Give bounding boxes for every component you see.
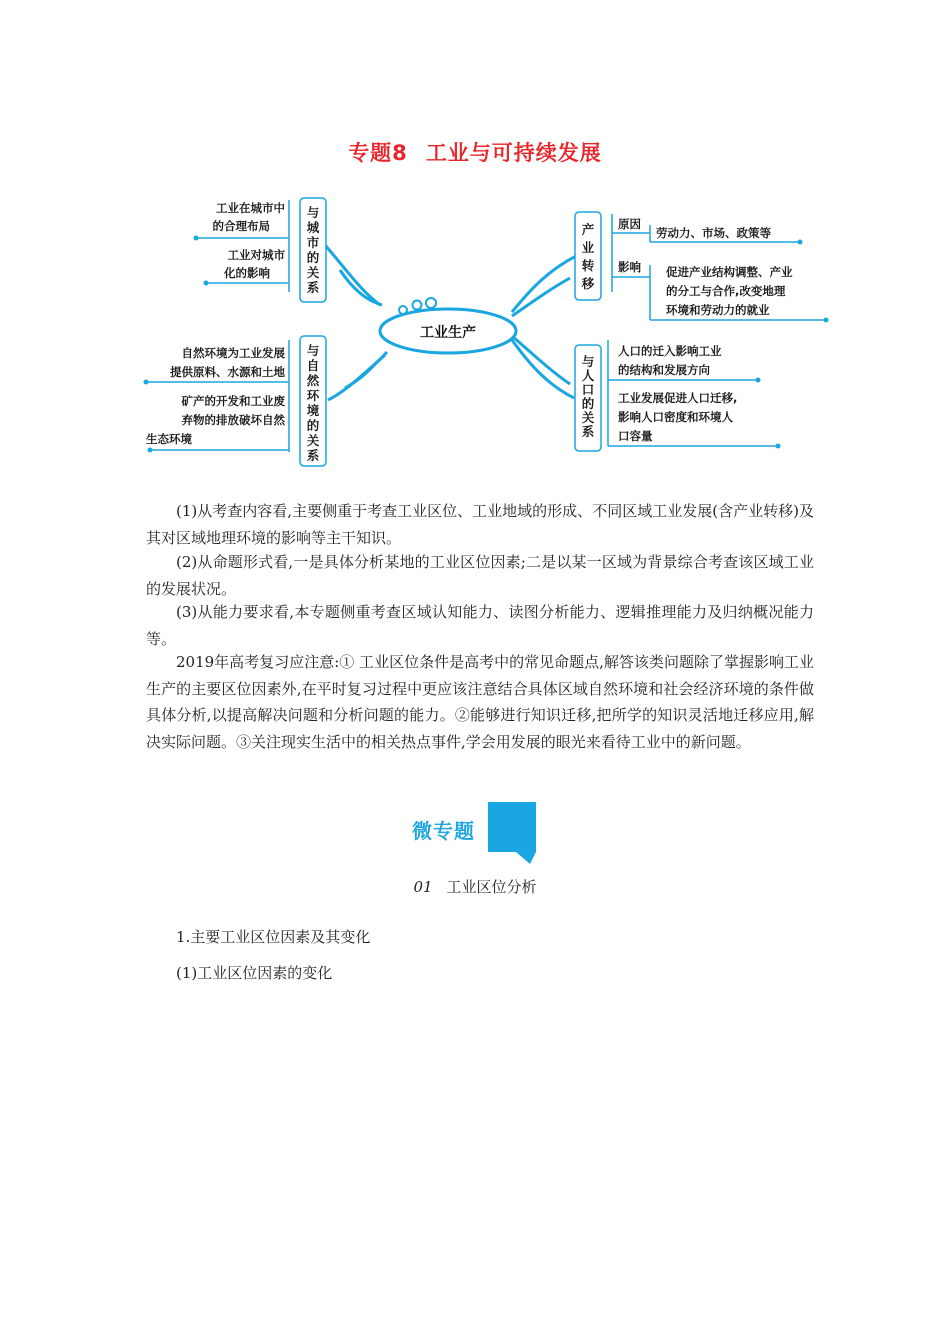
transfer-effect-line-2: 的分工与合作,改变地理 — [666, 284, 786, 298]
section-number: 01 — [413, 878, 433, 896]
city-item-2-line-1: 工业对城市 — [227, 248, 285, 262]
branch-population — [575, 340, 781, 451]
paragraph-1: (1)从考查内容看,主要侧重于考查工业区位、工业地域的形成、不同区域工业发展(含产业转移)及其对区域地理环境的影响等主干知识。 — [146, 502, 814, 547]
paragraph-2: (2)从命题形式看,一是具体分析某地的工业区位因素;二是以某一区域为背景综合考查该区域工业的发展状况。 — [146, 553, 814, 598]
paragraph-3: (3)从能力要求看,本专题侧重考查区域认知能力、读图分析能力、逻辑推理能力及归纳概况能力等。 — [146, 603, 814, 648]
paragraph-4: 2019年高考复习应注意:① 工业区位条件是高考中的常见命题点,解答该类问题除了掌握影响工业生产的主要区位因素外,在平时复习过程中更应该注意结合具体区域自然环境和社会经济环境的条件做具体分析,以提高解决问题和分析问题的能力。②能够进行知识迁移,把所学的知识灵活地迁移应用,解决实际问题。③关注现实生活中的相关热点事件,学会用发展的眼光来看待工业中的新问题。 — [146, 653, 814, 751]
micro-topic-label: 微专题 — [412, 819, 475, 843]
transfer-effect-line-1: 促进产业结构调整、产业 — [666, 265, 793, 279]
title-prefix: 专题8 — [348, 141, 408, 165]
branch-transfer-label: 产业转移 — [581, 222, 595, 291]
city-item-1-line-2: 的合理布局 — [212, 219, 270, 233]
population-item-1-line-1: 人口的迁入影响工业 — [618, 344, 722, 358]
branch-city — [194, 198, 327, 302]
section-name: 工业区位分析 — [446, 878, 537, 896]
heading-1: 1.主要工业区位因素及其变化 — [176, 928, 371, 946]
branch-population-label: 与人口的关系 — [581, 354, 595, 439]
nature-item-1-line-2: 提供原料、水源和土地 — [170, 365, 285, 379]
city-item-2-line-2: 化的影响 — [224, 266, 270, 280]
center-node — [380, 298, 516, 353]
city-item-1-line-1: 工业在城市中 — [216, 201, 285, 215]
transfer-cause-line-1: 劳动力、市场、政策等 — [656, 226, 771, 240]
population-item-2-line-2: 影响人口密度和环境人 — [618, 410, 733, 424]
branch-nature — [144, 336, 327, 466]
population-item-2-line-3: 口容量 — [618, 429, 653, 443]
nature-item-2-line-1: 矿产的开发和工业废 — [181, 394, 285, 408]
transfer-effect-line-3: 环境和劳动力的就业 — [666, 303, 770, 317]
population-item-2-line-1: 工业发展促进人口迁移, — [618, 391, 738, 405]
heading-2: (1)工业区位因素的变化 — [176, 964, 333, 982]
branch-nature-label: 与自然环境的关系 — [306, 343, 320, 463]
center-label: 工业生产 — [420, 325, 476, 341]
transfer-cause-key: 原因 — [618, 217, 641, 231]
nature-item-1-line-1: 自然环境为工业发展 — [181, 346, 285, 360]
nature-item-2-line-3: 生态环境 — [146, 432, 192, 446]
branch-transfer — [575, 212, 829, 323]
nature-item-2-line-2: 弃物的排放破坏自然 — [181, 413, 285, 427]
transfer-effect-key: 影响 — [618, 260, 641, 274]
title-main: 工业与可持续发展 — [425, 141, 602, 165]
branch-city-label: 与城市的关系 — [306, 205, 320, 295]
population-item-1-line-2: 的结构和发展方向 — [618, 363, 710, 377]
mind-map — [0, 0, 950, 480]
section-subtitle — [0, 876, 950, 897]
